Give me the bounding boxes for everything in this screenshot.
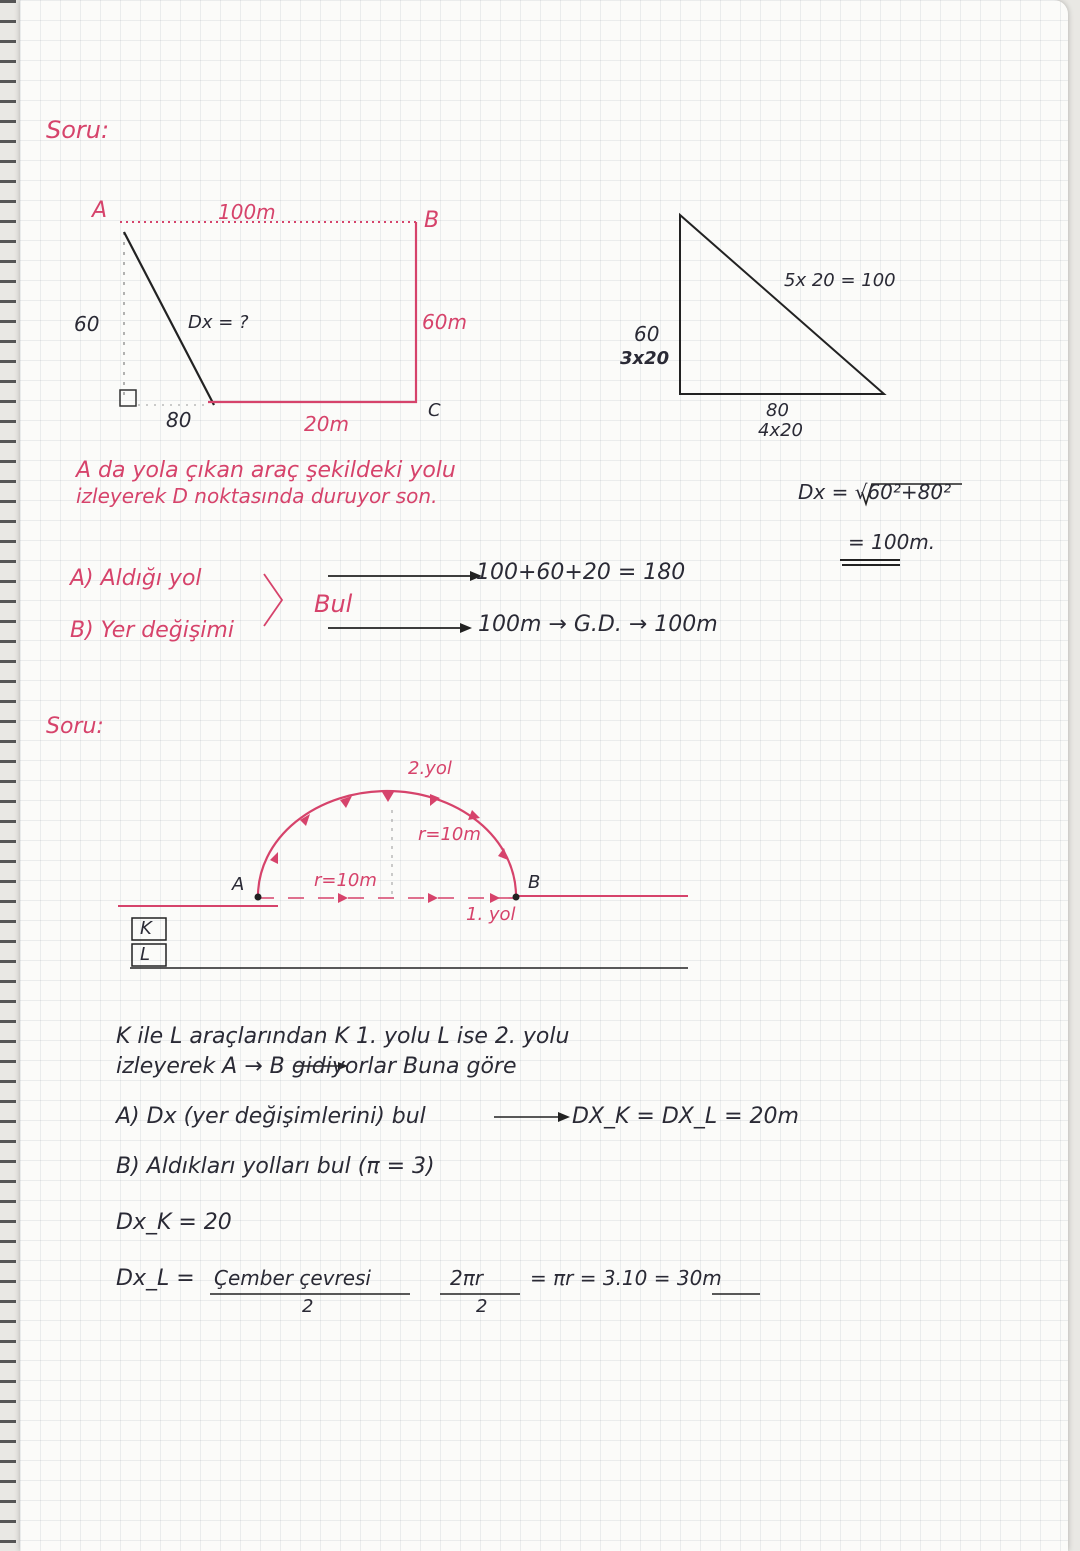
label-c: C (428, 400, 441, 421)
label-point-a: A (232, 874, 245, 895)
triangle-bottom-sub: 4x20 (758, 420, 804, 441)
right-triangle-diagram (680, 215, 884, 394)
problem1-heading: Soru: (46, 116, 110, 144)
result-line: = πr = 3.10 = 30m (530, 1266, 722, 1290)
answer-a-arrow-head (558, 1112, 570, 1122)
box-l-label: L (140, 944, 151, 965)
triangle-left-label: 60 (634, 322, 660, 346)
problem2-statement-line1: K ile L araçlarından K 1. yolu L ise 2. yolu (116, 1024, 570, 1049)
label-r-top: r=10m (418, 824, 481, 845)
brace-bracket (264, 574, 282, 626)
diagrams-svg (20, 0, 1068, 1551)
label-path2: 2.yol (408, 758, 452, 779)
problem2-answer-a: DX_K = DX_L = 20m (572, 1104, 799, 1129)
label-bottom-20m: 20m (304, 412, 349, 436)
label-dx: Dx = ? (188, 312, 249, 333)
box-k-label: K (140, 918, 152, 939)
rectangle-path-diagram (120, 222, 418, 406)
answer-a: 100+60+20 = 180 (476, 560, 686, 585)
dxl-prefix: Dx_L = (116, 1266, 195, 1291)
problem1-statement-line1: A da yola çıkan araç şekildeki yolu (76, 458, 456, 483)
fraction1-numerator: Çember çevresi (214, 1266, 371, 1290)
triangle-shape (680, 215, 884, 394)
label-bottom-80: 80 (166, 408, 192, 432)
notebook-page (20, 0, 1068, 1551)
point-b (513, 894, 520, 901)
fraction2-numerator: 2πr (450, 1266, 483, 1290)
fraction1-denominator: 2 (302, 1296, 314, 1317)
label-path1: 1. yol (466, 904, 516, 925)
problem2-heading: Soru: (46, 714, 104, 739)
arrow-b-head (460, 623, 472, 633)
point-a (255, 894, 262, 901)
question-a: A) Aldığı yol (70, 566, 202, 591)
answer-b: 100m → G.D. → 100m (478, 612, 718, 637)
label-top-100m: 100m (218, 200, 276, 224)
label-a: A (92, 198, 108, 223)
label-point-b: B (528, 872, 541, 893)
label-r-bottom: r=10m (314, 870, 377, 891)
label-left-60: 60 (74, 312, 100, 336)
problem2-question-a: A) Dx (yer değişimlerini) bul (116, 1104, 426, 1129)
problem2-statement-line2: izleyerek A → B gidiyorlar Buna göre (116, 1054, 517, 1079)
question-b: B) Yer değişimi (70, 618, 234, 643)
semicircle-path-diagram (118, 791, 688, 968)
right-angle-mark (120, 390, 136, 406)
dx-formula: Dx = √60²+80² (798, 480, 952, 504)
label-right-60m: 60m (422, 310, 467, 334)
label-b: B (424, 208, 440, 233)
dxk-line: Dx_K = 20 (116, 1210, 232, 1235)
spiral-binding (0, 0, 16, 1551)
fraction2-denominator: 2 (476, 1296, 488, 1317)
triangle-left-sub: 3x20 (620, 348, 670, 369)
bul-label: Bul (314, 590, 353, 618)
problem2-question-b: B) Aldıkları yolları bul (π = 3) (116, 1154, 435, 1179)
triangle-bottom-label: 80 (766, 400, 789, 421)
problem1-statement-line2: izleyerek D noktasında duruyor son. (76, 484, 438, 508)
dx-result: = 100m. (848, 530, 936, 554)
triangle-hyp-label: 5x 20 = 100 (784, 270, 896, 291)
